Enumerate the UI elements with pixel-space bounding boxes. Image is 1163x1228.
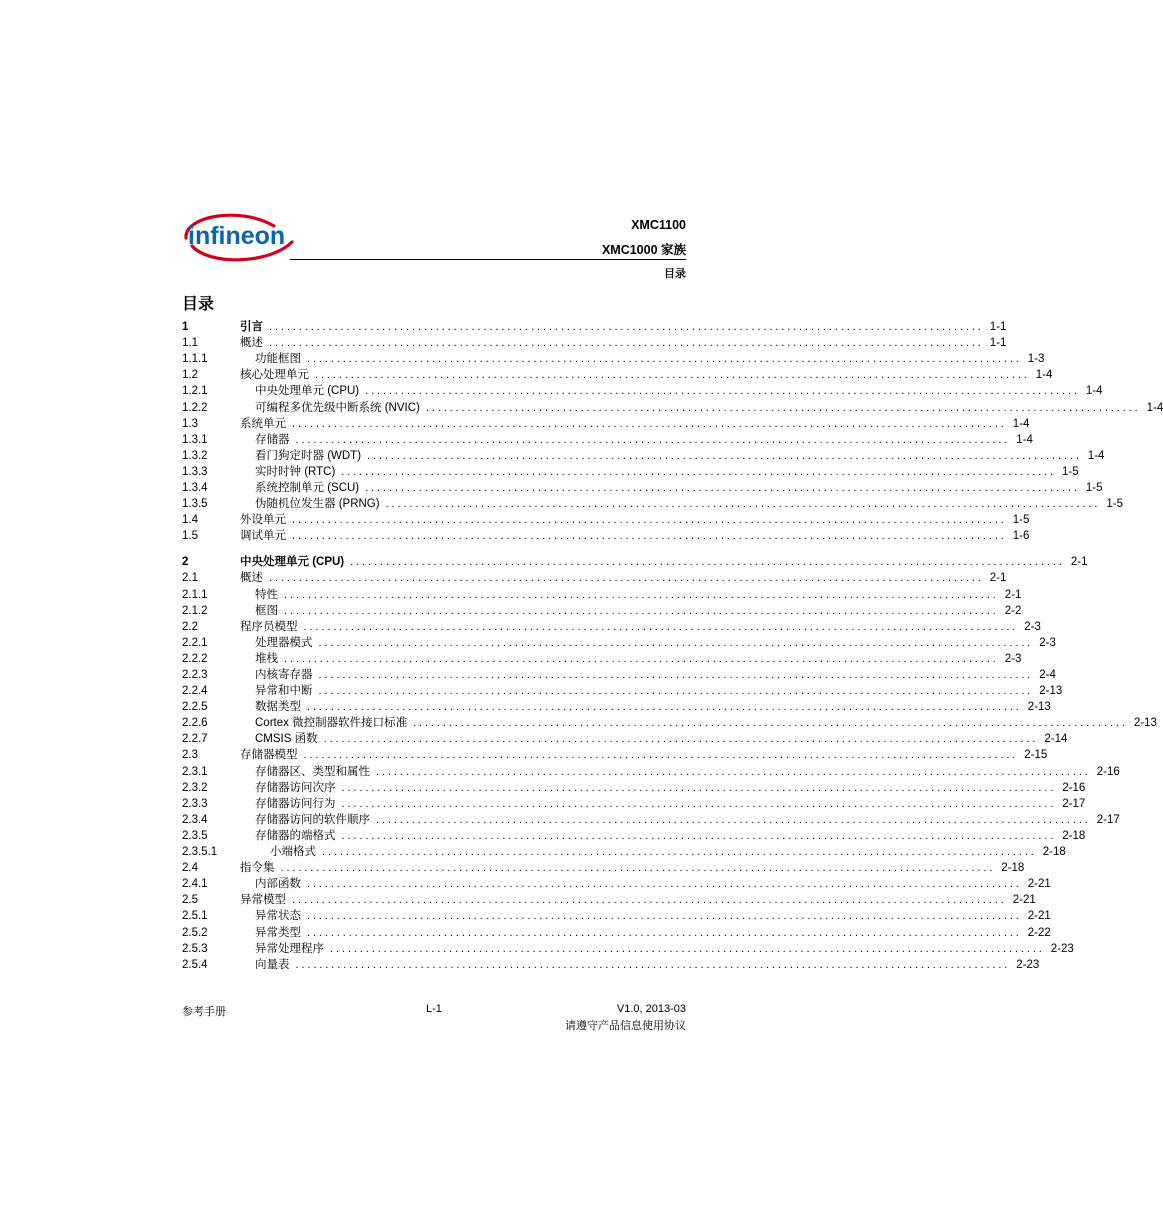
- toc-entry-page: 2-21: [1012, 894, 1036, 907]
- toc-entry-title: 存储器区、类型和属性: [255, 765, 370, 778]
- toc-entry-page: 2-17: [1062, 797, 1086, 810]
- toc-entry[interactable]: [182, 715, 1157, 731]
- toc-entry-page: 1-4: [1016, 433, 1033, 446]
- toc-entry-number: 2.2.4: [182, 685, 208, 698]
- toc-entry-title: CMSIS 函数: [255, 733, 318, 746]
- toc-entry-leader: ........................................................................................................................: [307, 878, 1022, 891]
- toc-entry-leader: ........................................................................................................................: [303, 749, 1019, 762]
- toc-list: [182, 319, 1163, 973]
- toc-entry-title: 存储器访问行为: [255, 797, 336, 810]
- toc-entry-page: 1-5: [1062, 465, 1079, 478]
- toc-entry-number: 1.3.4: [182, 481, 208, 494]
- toc-entry[interactable]: [182, 828, 1086, 844]
- toc-entry-title: 中央处理单元 (CPU): [255, 385, 360, 398]
- toc-entry-number: 2.4: [182, 862, 198, 875]
- toc-entry-leader: ........................................................................................................................: [307, 353, 1022, 366]
- toc-entry-page: 1-1: [989, 321, 1007, 334]
- toc-entry-leader: ........................................................................................................................: [350, 556, 1065, 569]
- toc-entry-title: 异常状态: [255, 910, 301, 923]
- toc-entry-leader: ........................................................................................................................: [425, 401, 1141, 414]
- toc-entry-title: 异常模型: [240, 894, 286, 907]
- toc-heading: 目录: [182, 296, 215, 313]
- toc-entry-title: 概述: [240, 572, 263, 585]
- toc-entry-title: 指令集: [240, 862, 275, 875]
- toc-entry-leader: ........................................................................................................................: [295, 433, 1011, 446]
- toc-entry-leader: ........................................................................................................................: [284, 604, 999, 617]
- toc-entry[interactable]: [182, 448, 1105, 464]
- toc-entry[interactable]: [182, 383, 1103, 399]
- toc-entry-number: 2.3.2: [182, 781, 208, 794]
- toc-entry-leader: ........................................................................................................................: [341, 781, 1057, 794]
- toc-entry-leader: ........................................................................................................................: [322, 846, 1037, 859]
- logo-wordmark: infineon: [188, 222, 286, 250]
- toc-entry-number: 2.2.2: [182, 652, 208, 665]
- toc-entry[interactable]: [182, 480, 1103, 496]
- toc-entry-number: 1.2.1: [182, 385, 208, 398]
- toc-entry-leader: ........................................................................................................................: [303, 620, 1019, 633]
- section-label: 目录: [664, 268, 686, 280]
- toc-entry-page: 1-6: [1012, 530, 1030, 543]
- toc-entry-leader: ........................................................................................................................: [292, 417, 1007, 430]
- toc-entry-title: 框图: [255, 604, 278, 617]
- toc-entry-title: 异常和中断: [255, 685, 313, 698]
- toc-entry-title: 伪随机位发生器 (PRNG): [255, 498, 380, 511]
- toc-entry-page: 2-15: [1024, 749, 1048, 762]
- toc-entry-page: 1-4: [1085, 385, 1103, 398]
- toc-entry-title: 堆栈: [255, 652, 278, 665]
- toc-entry[interactable]: [182, 667, 1056, 683]
- product-family: XMC1000 家族: [601, 243, 686, 257]
- toc-entry-page: 2-23: [1016, 958, 1040, 971]
- toc-entry[interactable]: [182, 957, 1040, 973]
- toc-entry-number: 1.1.1: [182, 353, 208, 366]
- toc-entry-title: 看门狗定时器 (WDT): [255, 449, 362, 462]
- toc-entry-number: 1.3: [182, 417, 198, 430]
- toc-entry-number: 2.2.1: [182, 636, 208, 649]
- toc-entry[interactable]: [182, 892, 1036, 908]
- toc-entry-leader: ........................................................................................................................: [341, 465, 1057, 478]
- toc-entry-page: 2-3: [1024, 620, 1041, 633]
- toc-entry-number: 2.3.3: [182, 797, 208, 810]
- infineon-logo: [180, 208, 296, 266]
- toc-entry-number: 2.3.5.1: [182, 846, 218, 859]
- toc-entry-title: 外设单元: [240, 514, 286, 527]
- toc-entry-page: 2-4: [1039, 669, 1056, 682]
- toc-entry[interactable]: [182, 351, 1045, 367]
- toc-entry[interactable]: [182, 528, 1030, 544]
- toc-entry[interactable]: [182, 796, 1086, 812]
- toc-entry[interactable]: [182, 860, 1025, 876]
- toc-entry[interactable]: [182, 812, 1120, 828]
- toc-entry[interactable]: [182, 731, 1068, 747]
- toc-entry-page: 1-5: [1106, 498, 1123, 511]
- toc-entry-number: 1.3.5: [182, 498, 208, 511]
- toc-entry-leader: ........................................................................................................................: [284, 652, 999, 665]
- toc-entry-leader: ........................................................................................................................: [318, 669, 1034, 682]
- toc-entry-number: 2.5: [182, 894, 198, 907]
- toc-entry[interactable]: [182, 570, 1007, 586]
- toc-entry[interactable]: [182, 635, 1056, 651]
- toc-entry-number: 2.3.1: [182, 765, 208, 778]
- toc-entry[interactable]: [182, 619, 1041, 635]
- toc-entry-page: 2-16: [1096, 765, 1120, 778]
- toc-entry-title: 数据类型: [255, 701, 301, 714]
- toc-entry-page: 1-3: [1027, 353, 1045, 366]
- toc-entry-title: 核心处理单元: [240, 369, 309, 382]
- toc-entry-leader: ........................................................................................................................: [292, 530, 1007, 543]
- toc-entry-title: Cortex 微控制器软件接口标准: [255, 717, 408, 730]
- toc-entry-leader: ........................................................................................................................: [376, 813, 1091, 826]
- toc-entry-leader: ........................................................................................................................: [292, 514, 1007, 527]
- toc-entry-page: 2-17: [1096, 813, 1120, 826]
- toc-entry[interactable]: [182, 683, 1063, 699]
- toc-entry-leader: ........................................................................................................................: [323, 733, 1039, 746]
- toc-entry[interactable]: [182, 319, 1007, 335]
- toc-entry-leader: ........................................................................................................................: [280, 862, 996, 875]
- toc-entry-leader: ........................................................................................................................: [292, 894, 1007, 907]
- toc-entry-number: 2.5.1: [182, 910, 208, 923]
- toc-entry-page: 2-22: [1027, 926, 1051, 939]
- toc-entry[interactable]: [182, 651, 1022, 667]
- toc-entry-number: 2.1: [182, 572, 198, 585]
- toc-entry-leader: ........................................................................................................................: [315, 369, 1030, 382]
- toc-entry-number: 2.2.3: [182, 669, 208, 682]
- toc-entry-leader: ........................................................................................................................: [318, 685, 1034, 698]
- toc-entry-number: 1.5: [182, 530, 198, 543]
- toc-entry-title: 存储器访问的软件顺序: [255, 813, 370, 826]
- toc-entry-leader: ........................................................................................................................: [269, 572, 984, 585]
- toc-entry-number: 2.2.6: [182, 717, 208, 730]
- toc-entry[interactable]: [182, 335, 1007, 351]
- toc-entry-page: 2-3: [1039, 636, 1056, 649]
- toc-entry-title: 引言: [240, 321, 263, 334]
- toc-entry-page: 1-1: [989, 337, 1007, 350]
- toc-entry-page: 2-18: [1062, 829, 1086, 842]
- toc-entry-page: 2-18: [1042, 846, 1066, 859]
- toc-entry[interactable]: [182, 464, 1079, 480]
- toc-entry-number: 1.3.3: [182, 465, 208, 478]
- toc-entry-number: 2.3.5: [182, 829, 208, 842]
- toc-entry-title: 概述: [240, 337, 263, 350]
- toc-entry-leader: ........................................................................................................................: [307, 701, 1022, 714]
- toc-entry-leader: ........................................................................................................................: [284, 588, 999, 601]
- toc-entry-page: 1-5: [1012, 514, 1030, 527]
- toc-entry-leader: ........................................................................................................................: [341, 797, 1057, 810]
- toc-entry-leader: ........................................................................................................................: [269, 321, 984, 334]
- toc-entry-title: 可编程多优先级中断系统 (NVIC): [255, 401, 420, 414]
- footer-version: V1.0, 2013-03: [616, 1003, 686, 1015]
- toc-entry[interactable]: [182, 924, 1051, 940]
- toc-entry-title: 处理器模式: [255, 636, 313, 649]
- toc-entry-title: 异常类型: [255, 926, 301, 939]
- toc-entry[interactable]: [182, 603, 1022, 619]
- toc-entry-number: 1: [182, 321, 189, 334]
- toc-entry-number: 2.5.2: [182, 926, 208, 939]
- toc-entry-page: 1-4: [1012, 417, 1030, 430]
- toc-entry[interactable]: [182, 496, 1123, 512]
- toc-entry[interactable]: [182, 876, 1051, 892]
- toc-entry-title: 存储器访问次序: [255, 781, 336, 794]
- toc-entry-leader: ........................................................................................................................: [295, 958, 1011, 971]
- toc-entry-number: 1.2.2: [182, 401, 208, 414]
- toc-entry-title: 存储器的端格式: [255, 829, 336, 842]
- toc-entry-leader: ........................................................................................................................: [376, 765, 1091, 778]
- toc-entry-leader: ........................................................................................................................: [385, 498, 1101, 511]
- toc-entry-page: 2-23: [1050, 942, 1074, 955]
- toc-entry-number: 2.1.1: [182, 588, 208, 601]
- toc-entry-leader: ........................................................................................................................: [307, 926, 1022, 939]
- toc-entry-leader: ........................................................................................................................: [365, 481, 1080, 494]
- toc-entry-title: 调试单元: [240, 530, 286, 543]
- toc-entry-page: 2-2: [1004, 604, 1022, 617]
- toc-entry[interactable]: [182, 432, 1033, 448]
- toc-entry[interactable]: [182, 747, 1048, 763]
- toc-entry-title: 系统单元: [240, 417, 286, 430]
- toc-entry[interactable]: [182, 587, 1022, 603]
- toc-entry-title: 内部函数: [255, 878, 301, 891]
- toc-entry-leader: ........................................................................................................................: [413, 717, 1128, 730]
- toc-entry[interactable]: [182, 367, 1053, 383]
- footer-doc-type: 参考手册: [182, 1006, 226, 1018]
- toc-entry-page: 2-13: [1039, 685, 1063, 698]
- toc-entry-number: 2.3: [182, 749, 198, 762]
- toc-entry-leader: ........................................................................................................................: [341, 829, 1057, 842]
- toc-entry-title: 存储器: [255, 433, 290, 446]
- footer-page-number: L-1: [426, 1003, 442, 1015]
- toc-entry-number: 1.3.1: [182, 433, 208, 446]
- toc-entry-number: 1.3.2: [182, 449, 208, 462]
- toc-entry-title: 程序员模型: [240, 620, 298, 633]
- toc-entry-number: 2.2.5: [182, 701, 208, 714]
- toc-entry-page: 1-4: [1035, 369, 1053, 382]
- toc-entry-page: 2-14: [1044, 733, 1068, 746]
- toc-entry-number: 2.2: [182, 620, 198, 633]
- toc-entry-page: 2-16: [1062, 781, 1086, 794]
- toc-entry-number: 2.5.3: [182, 942, 208, 955]
- toc-entry-title: 实时时钟 (RTC): [255, 465, 336, 478]
- toc-entry-leader: ........................................................................................................................: [330, 942, 1045, 955]
- toc-entry[interactable]: [182, 399, 1163, 415]
- toc-entry-leader: ........................................................................................................................: [318, 636, 1034, 649]
- toc-entry-title: 系统控制单元 (SCU): [255, 481, 360, 494]
- toc-entry-page: 2-21: [1027, 878, 1051, 891]
- toc-entry-page: 2-13: [1027, 701, 1051, 714]
- toc-entry[interactable]: [182, 941, 1074, 957]
- toc-entry-page: 2-1: [1070, 556, 1088, 569]
- toc-entry-page: 1-5: [1085, 481, 1103, 494]
- toc-entry-leader: ........................................................................................................................: [269, 337, 984, 350]
- toc-entry-title: 功能框图: [255, 353, 301, 366]
- toc-entry-page: 2-1: [1004, 588, 1022, 601]
- header-rule: [290, 259, 686, 260]
- toc-entry-title: 小端格式: [270, 846, 316, 859]
- toc-entry-number: 1.1: [182, 337, 198, 350]
- toc-entry-number: 2.2.7: [182, 733, 208, 746]
- footer-notice: 请遵守产品信息使用协议: [565, 1020, 686, 1032]
- toc-entry-number: 2.4.1: [182, 878, 208, 891]
- toc-entry-page: 1-4: [1087, 449, 1105, 462]
- toc-entry-page: 2-1: [989, 572, 1007, 585]
- toc-entry-page: 2-3: [1004, 652, 1022, 665]
- toc-entry-title: 特性: [255, 588, 278, 601]
- toc-entry[interactable]: [182, 554, 1088, 570]
- toc-entry-number: 2.3.4: [182, 813, 208, 826]
- toc-entry-number: 2: [182, 556, 189, 569]
- toc-entry[interactable]: [182, 512, 1030, 528]
- toc-entry-title: 中央处理单元 (CPU): [240, 556, 345, 569]
- toc-entry-title: 异常处理程序: [255, 942, 324, 955]
- toc-entry-number: 1.2: [182, 369, 198, 382]
- toc-entry-number: 1.4: [182, 514, 198, 527]
- toc-entry[interactable]: [182, 764, 1120, 780]
- toc-entry-title: 内核寄存器: [255, 669, 313, 682]
- toc-entry-page: 2-18: [1001, 862, 1025, 875]
- toc-entry-title: 向量表: [255, 958, 290, 971]
- toc-entry-number: 2.5.4: [182, 958, 208, 971]
- toc-entry-page: 2-21: [1027, 910, 1051, 923]
- toc-entry-title: 存储器模型: [240, 749, 298, 762]
- toc-entry[interactable]: [182, 780, 1086, 796]
- toc-entry[interactable]: [182, 908, 1051, 924]
- toc-entry-page: 2-13: [1133, 717, 1157, 730]
- toc-entry-page: 1-4: [1146, 401, 1163, 414]
- toc-entry-leader: ........................................................................................................................: [307, 910, 1022, 923]
- toc-entry[interactable]: [182, 416, 1030, 432]
- toc-entry[interactable]: [182, 699, 1051, 715]
- toc-entry-number: 2.1.2: [182, 604, 208, 617]
- toc-entry-leader: ........................................................................................................................: [365, 385, 1080, 398]
- toc-entry[interactable]: [182, 844, 1066, 860]
- product-title: XMC1100: [631, 218, 686, 232]
- toc-entry-leader: ........................................................................................................................: [367, 449, 1082, 462]
